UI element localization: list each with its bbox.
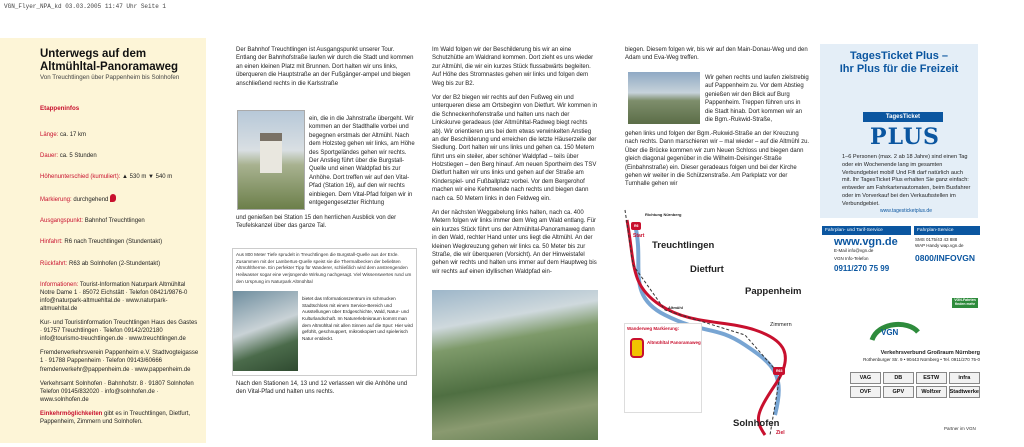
sms-wap-contact xyxy=(915,237,980,262)
text-col2-p1: Der Bahnhof Treuchtlingen ist Ausgangspunkt unserer Tour. Entlang der Bahnhofstraße laufen wir durch die Stadt und kommen an einen kleinen Platz mit Brunnen. Dort halten wir uns links, überqueren die Hauptstraße an der Fußgänger-ampel und biegen anschließend rechts in die Karlsstraße xyxy=(236,47,414,87)
hinfahrt-row: Hinfahrt: R6 nach Treuchtlingen (Stundentakt) xyxy=(40,239,163,246)
marker-icon xyxy=(110,194,116,202)
partner-logo: GPV xyxy=(883,386,914,398)
partner-logo: ESTW xyxy=(916,372,947,384)
map-label-altmuehl: Altmühl xyxy=(668,305,683,310)
verbund-address: Rothenburger Str. 9 • 90443 Nürnberg • Tel. 0911/270 75-0 xyxy=(863,357,980,363)
ad-plus-logo: PLUS xyxy=(870,124,940,150)
dauer-row: Dauer: ca. 5 Stunden xyxy=(40,153,97,160)
map-label-pappenheim: Pappenheim xyxy=(745,286,802,297)
fahrplan-bar: Fahrplan-Service xyxy=(914,226,980,235)
pappenheim-photo xyxy=(628,72,700,124)
etappeninfos-heading: Etappeninfos xyxy=(40,104,80,112)
vgn-url[interactable]: www.vgn.de xyxy=(834,236,898,248)
verbund-name: Verkehrsverbund Großraum Nürnberg xyxy=(880,350,980,356)
vgn-logo xyxy=(868,318,922,348)
informationen-block: Informationen: Tourist-Information Naturpark Altmühltal Notre Dame 1 · 85072 Eichstätt · Telefon 08421/9876-0 info@naturpark-altmuehltal.de · www.naturpark-altmuehltal.de xyxy=(40,281,188,312)
valley-aerial-photo xyxy=(432,290,598,440)
infobox-text: Aus 800 Meter Tiefe sprudelt in Treuchtlingen die Burgstall-Quelle aus der Erde. Zusammen mit der Lambertus-Quelle speist sie die Thermalbecken der beliebten Altmühltherme. Ein perfekter Tipp für Wanderer, schließlich wird dem anstrengenden Heilwasser sogar eine verjüngende Wirkung nachgesagt. Viel Wissenswertes rund um den Ursprung im Naturpark Altmühltal xyxy=(236,252,412,284)
sms-number: SMS 0175/43 43 888 xyxy=(915,237,958,242)
text-col3 xyxy=(432,46,598,276)
partner-logo: VAG xyxy=(850,372,881,384)
page-subtitle: Von Treuchtlingen über Pappenheim bis Solnhofen xyxy=(40,74,180,82)
ad-url[interactable]: www.tagesticketplus.de xyxy=(880,208,932,214)
print-header: VGN_Flyer_NPA_kd 03.03.2005 11:47 Uhr Seite 1 xyxy=(4,3,167,10)
rueckfahrt-row: Rückfahrt: R63 ab Solnhofen (2-Stundentakt) xyxy=(40,260,161,267)
text-col2-wrap: ein, die in die Jahnstraße übergeht. Wir kommen an der Stadthalle vorbei und begegnen erstmals der Altmühl. Nach dem Holzsteg gehen wir links, am Höhe des Sportgeländes gehen wir rechts. Der Anstieg führt über die Burgstall-Quelle und einen Waldpfad bis zur Anhöhe. Dort treffen wir auf den Vital-Pfad (Station 16), auf den wir rechts einbiegen. Dem Vital-Pfad folgen wir in entgegengesetzter Richtung xyxy=(309,116,415,206)
map-label-richtung: Richtung Nürnberg xyxy=(645,212,682,217)
vgn-contact xyxy=(834,237,912,274)
markierung-row: Markierung: durchgehend xyxy=(40,194,200,204)
map-label-treuchtlingen: Treuchtlingen xyxy=(652,240,715,251)
text-col2-p2: und genießen bei Station 15 den herrlichen Ausblick von der Teufelskanzel über das ganze Tal. xyxy=(236,215,397,230)
wap-address: WAP Handy wap.vgn.de xyxy=(915,243,964,249)
r6-badge: R6 xyxy=(631,222,641,230)
therme-photo xyxy=(233,291,298,371)
text-col3-p2: Vor der B2 biegen wir rechts auf den Fußweg ein und unterqueren diese am Ortsbeginn von Dietfurt. Wir kommen in die Schneckenhofenstraße und halten uns nach der Linkskurve geradeaus (der Altmühltal-Radweg biegt rechts ab). Wir orientieren uns bei dem etwas verwinkelten Anstieg an der Beschilderung und erreichen die letzte Häuserzeile der Siedlung. Dort halten wir uns links und gehen ca. 150 Metern führt uns ein steiler, aber schöner Waldpfad – teils über Holzstiegen – den Berg hinauf. Am neuen Sportheim des TSV Dietfurt halten wir uns links und gehen auf der Straße am Kinderspiel- und Fußballplatz vorbei. Vor dem Bergerohof machen wir eine Kehrtwende nach rechts und biegen dann nach ca. 50 Metern links in den Feldweg ein. xyxy=(432,94,598,202)
partner-logo: DB xyxy=(883,372,914,384)
map-label-start: Start xyxy=(633,233,645,239)
partner-logo: OVF xyxy=(850,386,881,398)
marker-legend xyxy=(624,323,702,413)
text-col4-wrap: Wir gehen rechts und laufen zielstrebig auf Pappenheim zu. Vor dem Abstieg genießen wir den Blick auf Burg Pappenheim. Treppen führen uns in die Stadt hinab. Dort kommen wir an die Bgm.-Rukwid-Straße, xyxy=(705,75,809,123)
tagesticket-ad xyxy=(820,44,978,218)
wander-label: Wanderweg Markierung: xyxy=(627,326,680,331)
panoramaweg-marker-icon xyxy=(630,338,644,358)
einkehr-block: Einkehrmöglichkeiten gibt es in Treuchtlingen, Dietfurt, Pappenheim, Zimmern und Solnhofen. xyxy=(40,410,191,425)
vgn-infotel-label: VGN Info-Telefon xyxy=(834,256,869,262)
map-label-ziel: Ziel xyxy=(776,430,785,436)
partner-logo: Wolfzer xyxy=(916,386,947,398)
laenge-row: Länge: ca. 17 km xyxy=(40,132,87,138)
hoehen-row: Höhenunterschied (kumuliert): ▲ 530 m ▼ 540 m xyxy=(40,174,173,181)
text-col4-p2: gehen links und folgen der Bgm.-Rukwid-Straße an der Kreuzung nach rechts. Dann marschieren wir – mal wieder – auf die Altmühl zu. Über die Brücke kommen wir zum Neuen Schloss und biegen dann gleich diagonal gegenüber in die Wilhelm-Deisinger-Straße (Einbahnstraße) ein. Dieser geradeaus folgen und bei der Kirche gehen wir weiter in die Schützenstraße. Am Parkplatz vor der Turnhalle gehen wir xyxy=(625,131,810,188)
partner-logos xyxy=(850,372,980,398)
page-title: Unterwegs auf dem Altmühltal-Panoramaweg xyxy=(40,48,179,73)
ad-title: TagesTicket Plus – Ihr Plus für die Freizeit xyxy=(839,50,959,75)
map-label-zimmern: Zimmern xyxy=(770,322,792,328)
ad-body: 1–6 Personen (max. 2 ab 18 Jahre) sind einen Tag oder ein Wochenende lang im gesamten Verbundgebiet mobil! Und Fifi darf natürlich auch mit. Ihr TagesTicket Plus erhalten Sie ganz einfach: entweder am Fahrkartenautomaten, beim Busfahrer oder im Vorverkauf bei den Verkaufsstellen im Verbundgebiet. xyxy=(842,154,971,207)
green-badge: VGN-Fahrten finden mehr xyxy=(952,298,978,308)
map-label-dietfurt: Dietfurt xyxy=(690,264,724,275)
fahrplan-tarif-bar: Fahrplan- und Tarif-Service xyxy=(822,226,911,235)
partner-caption: Partner im VGN xyxy=(944,426,976,431)
partner-logo: Stadtwerke xyxy=(949,386,980,398)
info-column xyxy=(0,38,206,443)
vgn-phone: 0911/270 75 99 xyxy=(834,263,890,273)
info-treuchtlingen: Kur- und Touristinformation Treuchtlingen Haus des Gastes · 91757 Treuchtlingen · Telefon 09142/202180 info@tourismo-treuchtlingen.de · www.treuchtlingen.de xyxy=(40,320,198,343)
vgn-logo-text: VGN xyxy=(881,328,899,337)
partner-logo: infra xyxy=(949,372,980,384)
vgn-mail[interactable]: E-Mail info@vgn.de xyxy=(834,248,874,253)
info-solnhofen: Verkehrsamt Solnhofen · Bahnhofstr. 8 · 91807 Solnhofen Telefon 09145/832020 · info@solnhofen.de · www.solnhofen.de xyxy=(40,380,194,403)
verbund-block xyxy=(822,350,980,363)
ad-tag: TagesTicket xyxy=(863,112,943,122)
info-pappenheim: Fremdenverkehrsverein Pappenheim e.V. Stadtvogteigasse 1 · 91788 Pappenheim · Telefon 09143/60666 fremdenverkehr@pappenheim.de · www.pappenheim.de xyxy=(40,350,199,373)
r63-badge: R63 xyxy=(773,367,785,375)
text-col4-p1: biegen. Diesem folgen wir, bis wir auf den Main-Donau-Weg und den Adam und Eva-Weg treffen. xyxy=(625,47,808,62)
ausgang-row: Ausgangspunkt: Bahnhof Treuchtlingen xyxy=(40,218,145,225)
infovgn-number: 0800/INFOVGN xyxy=(915,252,975,263)
text-col3-p1: Im Wald folgen wir der Beschilderung bis wir an eine Schutzhütte am Waldrand kommen. Dort zieht es uns wieder zur Altmühl, die wir ein kurzes Stück flussabwärts begleiten. Auf Höhe des Stromnastes gehen wir links und folgen dem Weg bis zur B2. xyxy=(432,47,594,87)
infobox-text-2: bietet das Informationszentrum im schmucken Stadtschloss mit einem Service-Bereich und Ausstellungen über Erdgeschichte, Wald, Natur- und Kulturlandschaft. Im Naturerlebnisraum kommt man dem Altmühltal mit allen Sinnen auf die Spur: Hier wird gefühlt, geschnuppert, mikroskopiert und spielerisch Natur entdeckt. xyxy=(302,296,413,341)
text-col3-p3: An der nächsten Weggabelung links halten, nach ca. 400 Metern folgen wir links immer dem Weg am Wald entlang. Für ein kurzes Stück führt uns der Altmühltal-Panoramaweg dann in den Wald, rechter Hand unter uns liegt die Altmühl. An der kleinen Wegkreuzung gehen wir links ca. 50 Meter bis zur Straße, die wir überqueren (Vorsicht). An der Hinweistafel gehen wir rechts und halten uns immer auf dem Hauptweg bis wir rechts auf einen idyllischen Waldpfad ein- xyxy=(432,210,597,275)
map-label-solnhofen: Solnhofen xyxy=(733,418,780,429)
marker-label: Altmühltal Panoramaweg xyxy=(647,340,701,345)
text-col2-p3: Nach den Stationen 14, 13 und 12 verlassen wir die Anhöhe und den Vital-Pfad und halten uns rechts. xyxy=(236,381,408,396)
castle-photo xyxy=(237,110,305,210)
